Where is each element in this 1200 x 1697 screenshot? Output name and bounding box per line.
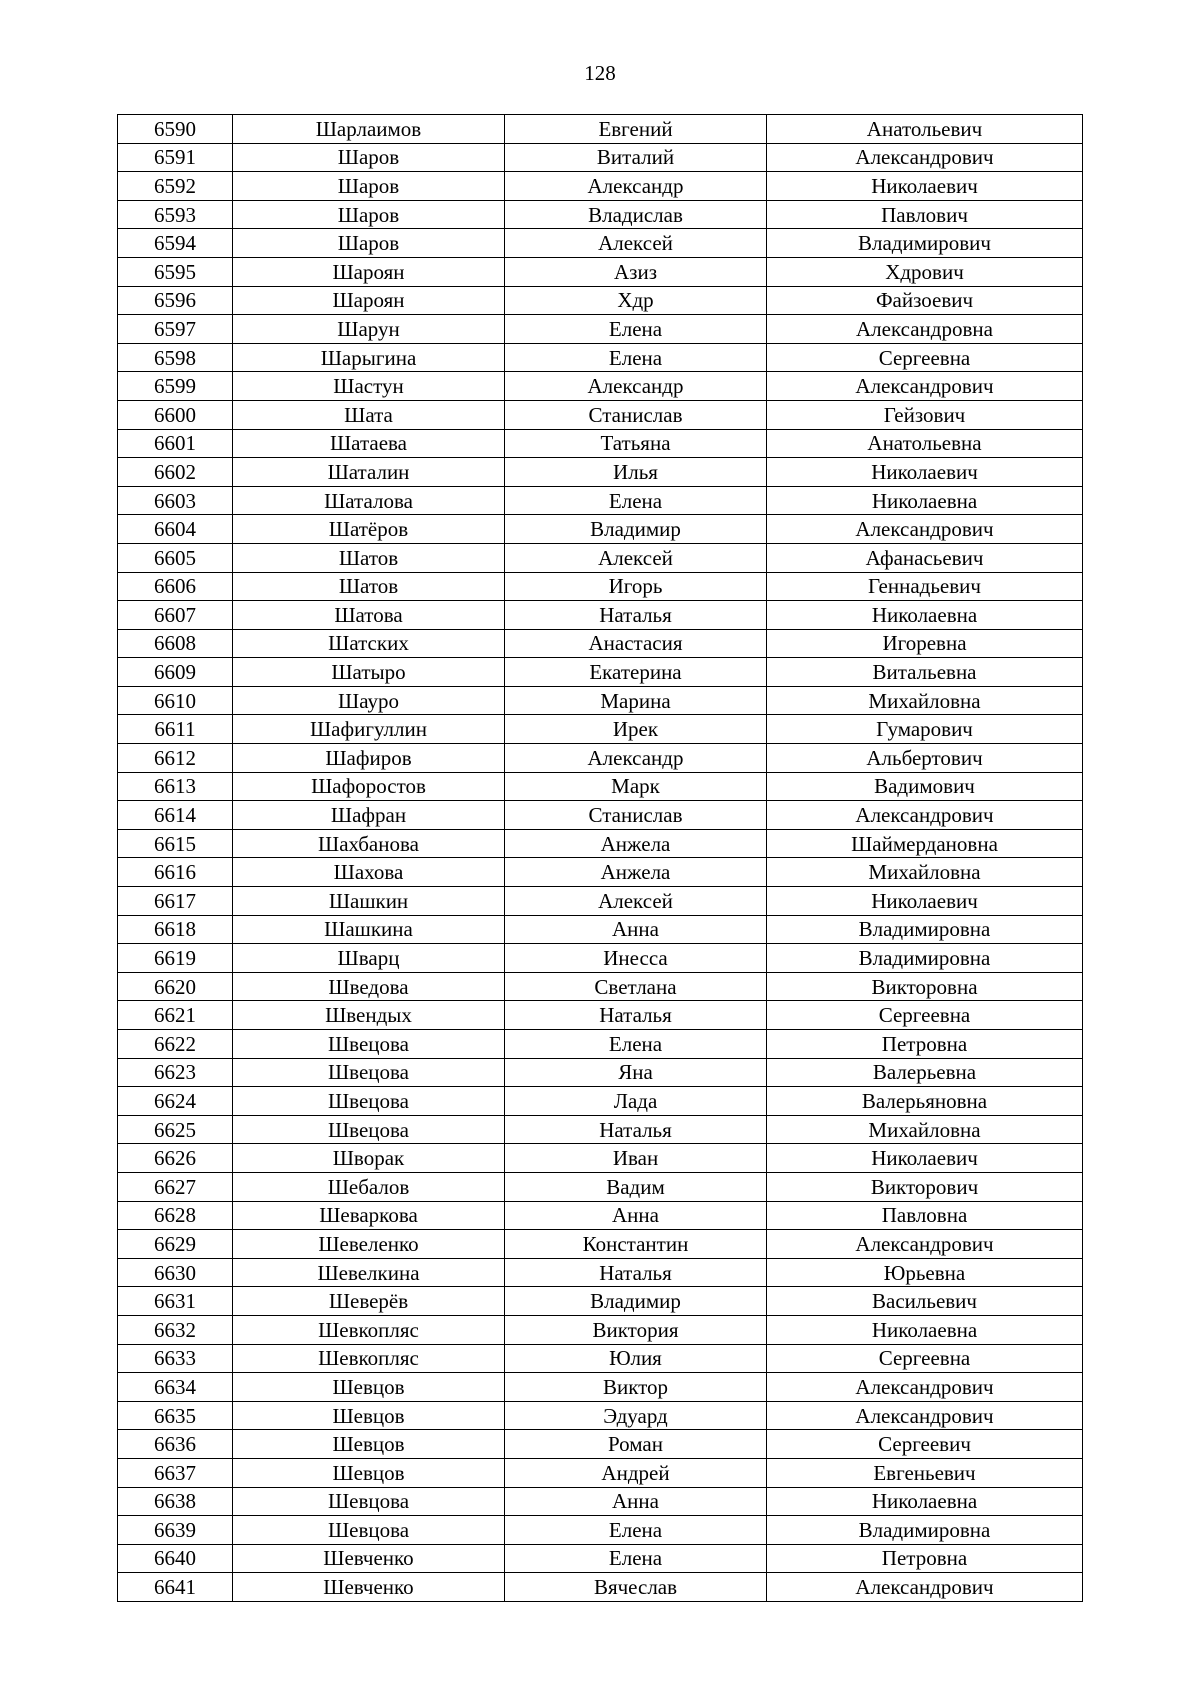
first-name-cell: Алексей [505, 887, 767, 916]
first-name-cell: Евгений [505, 115, 767, 144]
first-name-cell: Светлана [505, 972, 767, 1001]
last-name-cell: Шевкопляс [233, 1315, 505, 1344]
patronymic-cell: Александрович [767, 1401, 1083, 1430]
patronymic-cell: Сергеевна [767, 1344, 1083, 1373]
row-number-cell: 6637 [118, 1458, 233, 1487]
patronymic-cell: Павловна [767, 1201, 1083, 1230]
last-name-cell: Шевцов [233, 1430, 505, 1459]
first-name-cell: Эдуард [505, 1401, 767, 1430]
patronymic-cell: Владимировна [767, 1516, 1083, 1545]
table-row [118, 629, 1083, 658]
patronymic-cell: Анатольевич [767, 115, 1083, 144]
patronymic-cell: Александрович [767, 372, 1083, 401]
last-name-cell: Шатова [233, 601, 505, 630]
table-row [118, 1201, 1083, 1230]
patronymic-cell: Николаевич [767, 887, 1083, 916]
table-row [118, 458, 1083, 487]
table-row [118, 372, 1083, 401]
table-row [118, 658, 1083, 687]
first-name-cell: Елена [505, 486, 767, 515]
row-number-cell: 6598 [118, 343, 233, 372]
row-number-cell: 6624 [118, 1087, 233, 1116]
row-number-cell: 6623 [118, 1058, 233, 1087]
last-name-cell: Шауро [233, 686, 505, 715]
table-row [118, 772, 1083, 801]
table-row [118, 686, 1083, 715]
patronymic-cell: Александрович [767, 1573, 1083, 1602]
last-name-cell: Шаталин [233, 458, 505, 487]
first-name-cell: Вячеслав [505, 1573, 767, 1602]
row-number-cell: 6593 [118, 200, 233, 229]
table-row [118, 801, 1083, 830]
row-number-cell: 6641 [118, 1573, 233, 1602]
table-row [118, 1487, 1083, 1516]
last-name-cell: Швецова [233, 1087, 505, 1116]
last-name-cell: Шатаева [233, 429, 505, 458]
last-name-cell: Шаров [233, 229, 505, 258]
row-number-cell: 6616 [118, 858, 233, 887]
row-number-cell: 6605 [118, 543, 233, 572]
patronymic-cell: Валерьяновна [767, 1087, 1083, 1116]
row-number-cell: 6613 [118, 772, 233, 801]
patronymic-cell: Николаевич [767, 458, 1083, 487]
first-name-cell: Владимир [505, 515, 767, 544]
table-row [118, 1401, 1083, 1430]
first-name-cell: Анжела [505, 858, 767, 887]
last-name-cell: Шастун [233, 372, 505, 401]
table-row [118, 572, 1083, 601]
last-name-cell: Шафран [233, 801, 505, 830]
patronymic-cell: Михайловна [767, 858, 1083, 887]
row-number-cell: 6619 [118, 944, 233, 973]
row-number-cell: 6600 [118, 400, 233, 429]
first-name-cell: Инесса [505, 944, 767, 973]
patronymic-cell: Павлович [767, 200, 1083, 229]
table-row [118, 1458, 1083, 1487]
first-name-cell: Александр [505, 172, 767, 201]
table-row [118, 172, 1083, 201]
patronymic-cell: Шаймердановна [767, 829, 1083, 858]
last-name-cell: Шатских [233, 629, 505, 658]
row-number-cell: 6627 [118, 1172, 233, 1201]
row-number-cell: 6634 [118, 1373, 233, 1402]
row-number-cell: 6631 [118, 1287, 233, 1316]
first-name-cell: Иван [505, 1144, 767, 1173]
last-name-cell: Шведова [233, 972, 505, 1001]
table-row [118, 1516, 1083, 1545]
last-name-cell: Шарлаимов [233, 115, 505, 144]
first-name-cell: Юлия [505, 1344, 767, 1373]
last-name-cell: Шевченко [233, 1544, 505, 1573]
table-row [118, 829, 1083, 858]
table-row [118, 257, 1083, 286]
last-name-cell: Шашкин [233, 887, 505, 916]
last-name-cell: Шашкина [233, 915, 505, 944]
table-row [118, 1115, 1083, 1144]
table-row [118, 543, 1083, 572]
row-number-cell: 6639 [118, 1516, 233, 1545]
first-name-cell: Владислав [505, 200, 767, 229]
table-row [118, 115, 1083, 144]
last-name-cell: Шевкопляс [233, 1344, 505, 1373]
first-name-cell: Наталья [505, 1258, 767, 1287]
first-name-cell: Станислав [505, 400, 767, 429]
table-row [118, 1373, 1083, 1402]
row-number-cell: 6594 [118, 229, 233, 258]
table-row [118, 1287, 1083, 1316]
last-name-cell: Шата [233, 400, 505, 429]
first-name-cell: Елена [505, 1516, 767, 1545]
row-number-cell: 6597 [118, 315, 233, 344]
row-number-cell: 6625 [118, 1115, 233, 1144]
row-number-cell: 6621 [118, 1001, 233, 1030]
last-name-cell: Швецова [233, 1115, 505, 1144]
first-name-cell: Анна [505, 1487, 767, 1516]
registry-table [117, 114, 1083, 1602]
row-number-cell: 6606 [118, 572, 233, 601]
last-name-cell: Шварц [233, 944, 505, 973]
table-row [118, 486, 1083, 515]
patronymic-cell: Афанасьевич [767, 543, 1083, 572]
first-name-cell: Яна [505, 1058, 767, 1087]
table-row [118, 1230, 1083, 1259]
patronymic-cell: Петровна [767, 1030, 1083, 1059]
row-number-cell: 6615 [118, 829, 233, 858]
row-number-cell: 6609 [118, 658, 233, 687]
patronymic-cell: Игоревна [767, 629, 1083, 658]
row-number-cell: 6629 [118, 1230, 233, 1259]
table-row [118, 229, 1083, 258]
row-number-cell: 6592 [118, 172, 233, 201]
table-row [118, 715, 1083, 744]
patronymic-cell: Александрович [767, 1230, 1083, 1259]
last-name-cell: Шатов [233, 543, 505, 572]
last-name-cell: Шарыгина [233, 343, 505, 372]
last-name-cell: Шаров [233, 200, 505, 229]
last-name-cell: Шевцов [233, 1458, 505, 1487]
patronymic-cell: Викторович [767, 1172, 1083, 1201]
patronymic-cell: Владимировна [767, 915, 1083, 944]
row-number-cell: 6628 [118, 1201, 233, 1230]
last-name-cell: Швецова [233, 1030, 505, 1059]
row-number-cell: 6632 [118, 1315, 233, 1344]
first-name-cell: Наталья [505, 601, 767, 630]
table-row [118, 744, 1083, 773]
last-name-cell: Шворак [233, 1144, 505, 1173]
last-name-cell: Шевелкина [233, 1258, 505, 1287]
first-name-cell: Андрей [505, 1458, 767, 1487]
first-name-cell: Виктория [505, 1315, 767, 1344]
row-number-cell: 6611 [118, 715, 233, 744]
row-number-cell: 6607 [118, 601, 233, 630]
last-name-cell: Шевеленко [233, 1230, 505, 1259]
table-row [118, 1544, 1083, 1573]
row-number-cell: 6602 [118, 458, 233, 487]
row-number-cell: 6636 [118, 1430, 233, 1459]
last-name-cell: Шафигуллин [233, 715, 505, 744]
row-number-cell: 6608 [118, 629, 233, 658]
patronymic-cell: Александрович [767, 143, 1083, 172]
first-name-cell: Константин [505, 1230, 767, 1259]
last-name-cell: Шароян [233, 257, 505, 286]
table-row [118, 429, 1083, 458]
first-name-cell: Станислав [505, 801, 767, 830]
table-row [118, 915, 1083, 944]
table-row [118, 143, 1083, 172]
patronymic-cell: Николаевна [767, 1315, 1083, 1344]
row-number-cell: 6590 [118, 115, 233, 144]
first-name-cell: Наталья [505, 1115, 767, 1144]
last-name-cell: Шарун [233, 315, 505, 344]
first-name-cell: Елена [505, 315, 767, 344]
first-name-cell: Игорь [505, 572, 767, 601]
table-row [118, 944, 1083, 973]
table-row [118, 400, 1083, 429]
last-name-cell: Шевченко [233, 1573, 505, 1602]
table-row [118, 1258, 1083, 1287]
patronymic-cell: Юрьевна [767, 1258, 1083, 1287]
patronymic-cell: Александрович [767, 801, 1083, 830]
table-row [118, 1430, 1083, 1459]
first-name-cell: Екатерина [505, 658, 767, 687]
row-number-cell: 6604 [118, 515, 233, 544]
patronymic-cell: Валерьевна [767, 1058, 1083, 1087]
first-name-cell: Виталий [505, 143, 767, 172]
first-name-cell: Роман [505, 1430, 767, 1459]
last-name-cell: Шевцова [233, 1516, 505, 1545]
first-name-cell: Владимир [505, 1287, 767, 1316]
patronymic-cell: Гумарович [767, 715, 1083, 744]
row-number-cell: 6635 [118, 1401, 233, 1430]
patronymic-cell: Владимировна [767, 944, 1083, 973]
patronymic-cell: Александрович [767, 1373, 1083, 1402]
patronymic-cell: Гейзович [767, 400, 1083, 429]
first-name-cell: Александр [505, 744, 767, 773]
table-row [118, 858, 1083, 887]
patronymic-cell: Сергеевич [767, 1430, 1083, 1459]
row-number-cell: 6591 [118, 143, 233, 172]
last-name-cell: Шаталова [233, 486, 505, 515]
first-name-cell: Марк [505, 772, 767, 801]
last-name-cell: Шахова [233, 858, 505, 887]
table-row [118, 286, 1083, 315]
table-row [118, 1344, 1083, 1373]
table-row [118, 1058, 1083, 1087]
patronymic-cell: Петровна [767, 1544, 1083, 1573]
first-name-cell: Анна [505, 1201, 767, 1230]
first-name-cell: Татьяна [505, 429, 767, 458]
row-number-cell: 6622 [118, 1030, 233, 1059]
last-name-cell: Шеверёв [233, 1287, 505, 1316]
table-row [118, 1172, 1083, 1201]
row-number-cell: 6595 [118, 257, 233, 286]
patronymic-cell: Николаевна [767, 1487, 1083, 1516]
first-name-cell: Алексей [505, 543, 767, 572]
registry-table-body [118, 115, 1083, 1602]
last-name-cell: Шафоростов [233, 772, 505, 801]
table-row [118, 1144, 1083, 1173]
last-name-cell: Швендых [233, 1001, 505, 1030]
patronymic-cell: Геннадьевич [767, 572, 1083, 601]
last-name-cell: Шатов [233, 572, 505, 601]
table-row [118, 972, 1083, 1001]
table-row [118, 315, 1083, 344]
patronymic-cell: Александрович [767, 515, 1083, 544]
first-name-cell: Александр [505, 372, 767, 401]
last-name-cell: Шахбанова [233, 829, 505, 858]
patronymic-cell: Николаевич [767, 172, 1083, 201]
last-name-cell: Шевцов [233, 1373, 505, 1402]
row-number-cell: 6638 [118, 1487, 233, 1516]
first-name-cell: Анна [505, 915, 767, 944]
last-name-cell: Швецова [233, 1058, 505, 1087]
row-number-cell: 6610 [118, 686, 233, 715]
patronymic-cell: Альбертович [767, 744, 1083, 773]
last-name-cell: Шароян [233, 286, 505, 315]
row-number-cell: 6601 [118, 429, 233, 458]
table-row [118, 1573, 1083, 1602]
last-name-cell: Шатёров [233, 515, 505, 544]
row-number-cell: 6620 [118, 972, 233, 1001]
table-row [118, 1087, 1083, 1116]
patronymic-cell: Сергеевна [767, 1001, 1083, 1030]
patronymic-cell: Хдрович [767, 257, 1083, 286]
first-name-cell: Елена [505, 1544, 767, 1573]
first-name-cell: Анастасия [505, 629, 767, 658]
table-row [118, 1030, 1083, 1059]
table-row [118, 601, 1083, 630]
patronymic-cell: Сергеевна [767, 343, 1083, 372]
patronymic-cell: Александровна [767, 315, 1083, 344]
row-number-cell: 6617 [118, 887, 233, 916]
last-name-cell: Шеваркова [233, 1201, 505, 1230]
row-number-cell: 6633 [118, 1344, 233, 1373]
first-name-cell: Азиз [505, 257, 767, 286]
patronymic-cell: Васильевич [767, 1287, 1083, 1316]
last-name-cell: Шатыро [233, 658, 505, 687]
first-name-cell: Алексей [505, 229, 767, 258]
first-name-cell: Илья [505, 458, 767, 487]
row-number-cell: 6618 [118, 915, 233, 944]
first-name-cell: Вадим [505, 1172, 767, 1201]
table-row [118, 515, 1083, 544]
row-number-cell: 6626 [118, 1144, 233, 1173]
patronymic-cell: Михайловна [767, 1115, 1083, 1144]
row-number-cell: 6596 [118, 286, 233, 315]
first-name-cell: Хдр [505, 286, 767, 315]
patronymic-cell: Анатольевна [767, 429, 1083, 458]
patronymic-cell: Файзоевич [767, 286, 1083, 315]
last-name-cell: Шаров [233, 143, 505, 172]
row-number-cell: 6614 [118, 801, 233, 830]
patronymic-cell: Владимирович [767, 229, 1083, 258]
table-row [118, 200, 1083, 229]
table-row [118, 343, 1083, 372]
first-name-cell: Наталья [505, 1001, 767, 1030]
first-name-cell: Анжела [505, 829, 767, 858]
last-name-cell: Шафиров [233, 744, 505, 773]
patronymic-cell: Вадимович [767, 772, 1083, 801]
row-number-cell: 6630 [118, 1258, 233, 1287]
first-name-cell: Лада [505, 1087, 767, 1116]
last-name-cell: Шаров [233, 172, 505, 201]
first-name-cell: Елена [505, 1030, 767, 1059]
patronymic-cell: Михайловна [767, 686, 1083, 715]
last-name-cell: Шевцова [233, 1487, 505, 1516]
table-row [118, 887, 1083, 916]
row-number-cell: 6612 [118, 744, 233, 773]
page-number: 128 [584, 61, 616, 85]
patronymic-cell: Витальевна [767, 658, 1083, 687]
patronymic-cell: Николаевна [767, 601, 1083, 630]
patronymic-cell: Евгеньевич [767, 1458, 1083, 1487]
first-name-cell: Марина [505, 686, 767, 715]
table-row [118, 1315, 1083, 1344]
patronymic-cell: Николаевна [767, 486, 1083, 515]
last-name-cell: Шевцов [233, 1401, 505, 1430]
row-number-cell: 6599 [118, 372, 233, 401]
table-row [118, 1001, 1083, 1030]
last-name-cell: Шебалов [233, 1172, 505, 1201]
first-name-cell: Ирек [505, 715, 767, 744]
patronymic-cell: Николаевич [767, 1144, 1083, 1173]
patronymic-cell: Викторовна [767, 972, 1083, 1001]
row-number-cell: 6640 [118, 1544, 233, 1573]
row-number-cell: 6603 [118, 486, 233, 515]
first-name-cell: Виктор [505, 1373, 767, 1402]
first-name-cell: Елена [505, 343, 767, 372]
